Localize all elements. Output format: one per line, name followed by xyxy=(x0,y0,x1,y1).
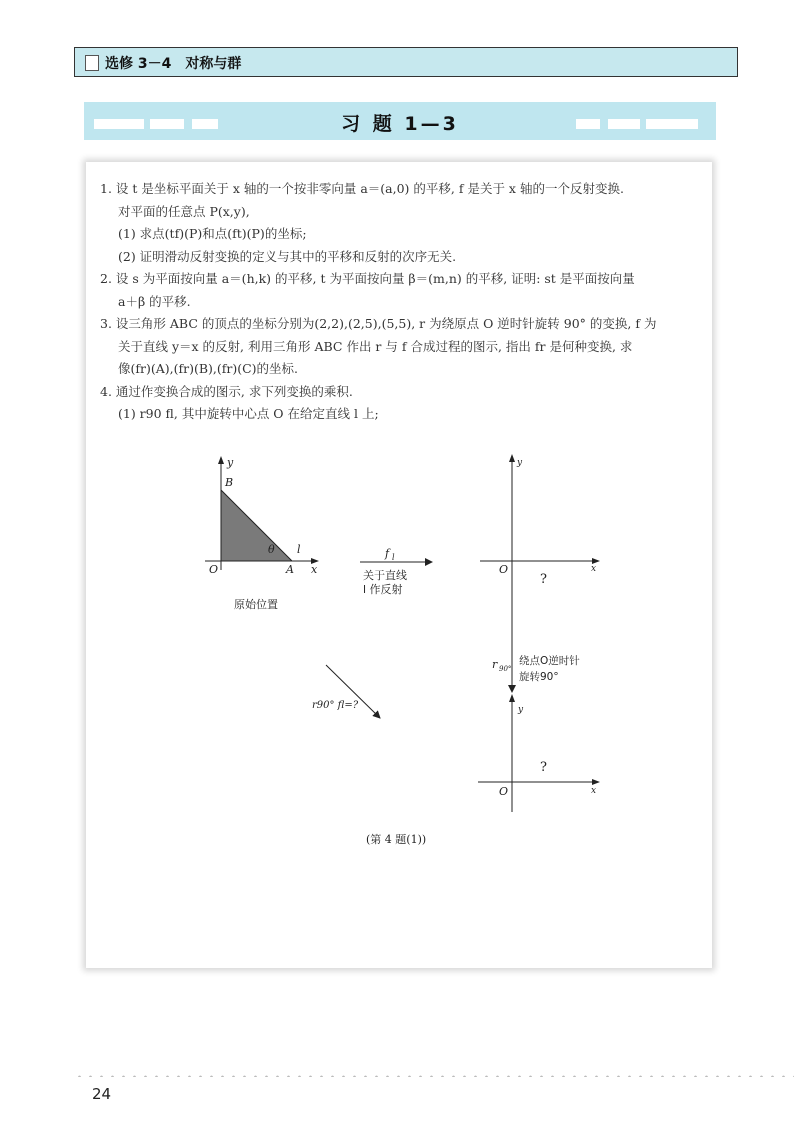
product-label: r90° fl=? xyxy=(312,700,359,711)
label-l: l xyxy=(297,543,301,556)
reflect-desc-1: 关于直线 xyxy=(363,569,407,582)
problem-line: 1. 设 t 是坐标平面关于 x 轴的一个按非零向量 a＝(a,0) 的平移, f 是关于 x 轴的一个反射变换. xyxy=(100,181,624,196)
page-number: 24 xyxy=(92,1085,112,1103)
label-O: O xyxy=(499,785,509,798)
f-label: f xyxy=(385,547,390,560)
figure-caption: (第 4 题(1)) xyxy=(366,833,427,846)
y-axis-arrow xyxy=(509,694,515,702)
label-O: O xyxy=(499,563,509,576)
problem-line: 4. 通过作变换合成的图示, 求下列变换的乘积. xyxy=(100,383,353,399)
problem-line: 2. 设 s 为平面按向量 a＝(h,k) 的平移, t 为平面按向量 β＝(m,n) 的平移, 证明: st 是平面按向量 xyxy=(100,271,635,286)
chapter-title: 选修 3－4 对称与群 xyxy=(105,56,242,72)
label-B: B xyxy=(225,476,234,489)
label-x: x xyxy=(591,564,597,574)
y-axis-arrow xyxy=(509,454,515,462)
problem-line: a＋β 的平移. xyxy=(118,293,191,309)
label-x: x xyxy=(311,563,318,576)
label-y: y xyxy=(227,456,234,469)
r-label: r xyxy=(492,658,498,671)
x-axis-arrow xyxy=(592,779,600,785)
rotate-desc-1: 绕点O逆时针 xyxy=(519,655,580,667)
r-sub: 90° xyxy=(499,665,512,673)
y-axis-arrow xyxy=(218,456,224,464)
question-mark: ? xyxy=(540,760,547,775)
label-theta: θ xyxy=(268,543,275,556)
question-mark: ? xyxy=(540,572,547,587)
label-A: A xyxy=(286,563,294,576)
section-title: 习 题 1—3 xyxy=(341,113,459,135)
reflect-desc-2: l 作反射 xyxy=(363,583,403,596)
problem-line: (1) r90 fl, 其中旋转中心点 O 在给定直线 l 上; xyxy=(118,406,379,421)
problem-line: 像(fr)(A),(fr)(B),(fr)(C)的坐标. xyxy=(118,361,299,376)
label-x: x xyxy=(591,786,597,796)
f-sub: l xyxy=(392,553,395,562)
problem-line: 3. 设三角形 ABC 的顶点的坐标分别为(2,2),(2,5),(5,5), r 为绕原点 O 逆时针旋转 90° 的变换, f 为 xyxy=(100,316,657,331)
problem-line: 对平面的任意点 P(x,y), xyxy=(118,203,250,219)
original-caption: 原始位置 xyxy=(234,598,278,611)
problem-line: 关于直线 y＝x 的反射, 利用三角形 ABC 作出 r 与 f 合成过程的图示, 指出 fr 是何种变换, 求 xyxy=(118,338,633,354)
label-O: O xyxy=(209,563,219,576)
rotate-desc-2: 旋转90° xyxy=(519,671,559,683)
shaded-triangle xyxy=(221,490,292,561)
problem-line: (2) 证明滑动反射变换的定义与其中的平移和反射的次序无关. xyxy=(118,248,457,264)
footer-dots xyxy=(74,1075,794,1077)
label-y: y xyxy=(517,458,523,468)
label-y: y xyxy=(518,705,524,715)
problem-line: (1) 求点(tf)(P)和点(ft)(P)的坐标; xyxy=(118,226,307,241)
